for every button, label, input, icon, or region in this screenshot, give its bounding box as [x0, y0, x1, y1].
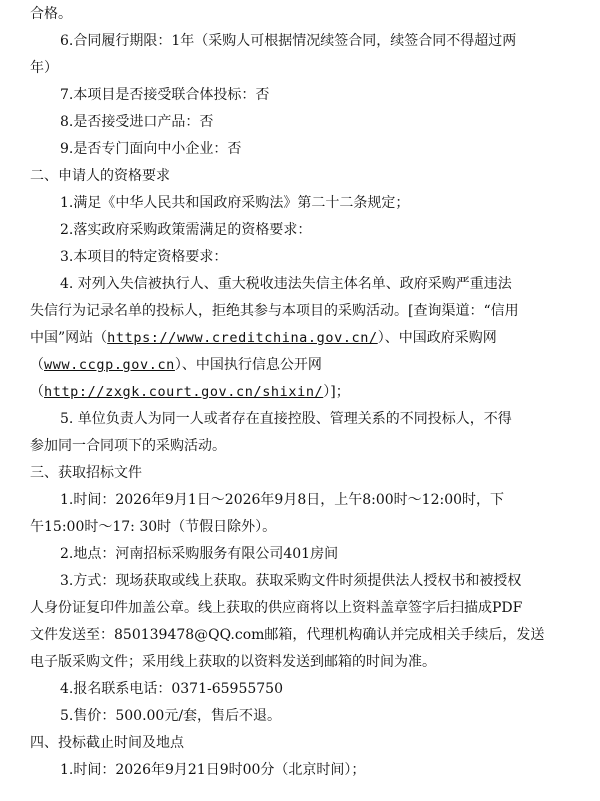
- text-fragment: 中国”网站（: [30, 330, 108, 346]
- text-line: [30, 382, 350, 402]
- text-line: 5. 单位负责人为同一人或者存在直接控股、管理关系的不同投标人，不得: [60, 411, 512, 427]
- section-heading: 二、申请人的资格要求: [30, 168, 170, 184]
- creditchina-link[interactable]: https://www.creditchina.gov.cn/: [107, 330, 378, 346]
- text-line: 1.满足《中华人民共和国政府采购法》第二十二条规定；: [60, 195, 410, 211]
- text-line: 9.是否专门面向中小企业：否: [60, 141, 242, 157]
- text-line: 5.售价：500.00元/套，售后不退。: [60, 708, 282, 724]
- text-line: 电子版采购文件；采用线上获取的以资料发送到邮箱的时间为准。: [30, 654, 436, 670]
- text-line: 合格。: [30, 6, 72, 22]
- zxgk-link[interactable]: http://zxgk.court.gov.cn/shixin/: [44, 384, 324, 400]
- text-line: 7.本项目是否接受联合体投标：否: [60, 87, 270, 103]
- text-fragment: ）、中国执行信息公开网: [174, 357, 322, 373]
- text-line: 2.落实政府采购政策需满足的资格要求：: [60, 222, 312, 238]
- section-heading: 三、获取招标文件: [30, 465, 142, 481]
- text-fragment: ）]；: [323, 384, 350, 400]
- text-line: 4. 对列入失信被执行人、重大税收违法失信主体名单、政府采购严重违法: [60, 276, 512, 292]
- text-line: 6.合同履行期限：1年（采购人可根据情况续签合同，续签合同不得超过两: [60, 33, 517, 49]
- section-heading: 四、投标截止时间及地点: [30, 735, 184, 751]
- text-line: 8.是否接受进口产品：否: [60, 114, 214, 130]
- text-line: 4.报名联系电话：0371-65955750: [60, 681, 283, 697]
- text-line: 年）: [30, 60, 58, 76]
- text-fragment: ）、中国政府采购网: [377, 330, 497, 346]
- text-fragment: （: [30, 357, 44, 373]
- text-line: 失信行为记录名单的投标人，拒绝其参与本项目的采购活动。[查询渠道：“信用: [30, 303, 519, 319]
- text-line: 2.地点：河南招标采购服务有限公司401房间: [60, 546, 339, 562]
- text-line: [30, 328, 497, 348]
- text-line: 1.时间：2026年9月1日～2026年9月8日，上午8:00时～12:00时，下: [60, 492, 505, 508]
- text-line: 3.方式：现场获取或线上获取。获取采购文件时须提供法人授权书和被授权: [60, 573, 522, 589]
- ccgp-link[interactable]: www.ccgp.gov.cn: [44, 357, 175, 373]
- text-line: 1.时间：2026年9月21日9时00分（北京时间）；: [60, 762, 366, 778]
- text-line: 参加同一合同项下的采购活动。: [30, 438, 226, 454]
- text-fragment: （: [30, 384, 44, 400]
- text-line: 午15:00时～17: 30时（节假日除外）。: [30, 519, 277, 535]
- text-line: 3.本项目的特定资格要求：: [60, 249, 228, 265]
- text-line: 人身份证复印件加盖公章。线上获取的供应商将以上资料盖章签字后扫描成PDF: [30, 600, 523, 616]
- text-line: [30, 355, 322, 375]
- text-line: 文件发送至：850139478@QQ.com邮箱，代理机构确认并完成相关手续后，发送: [30, 627, 545, 643]
